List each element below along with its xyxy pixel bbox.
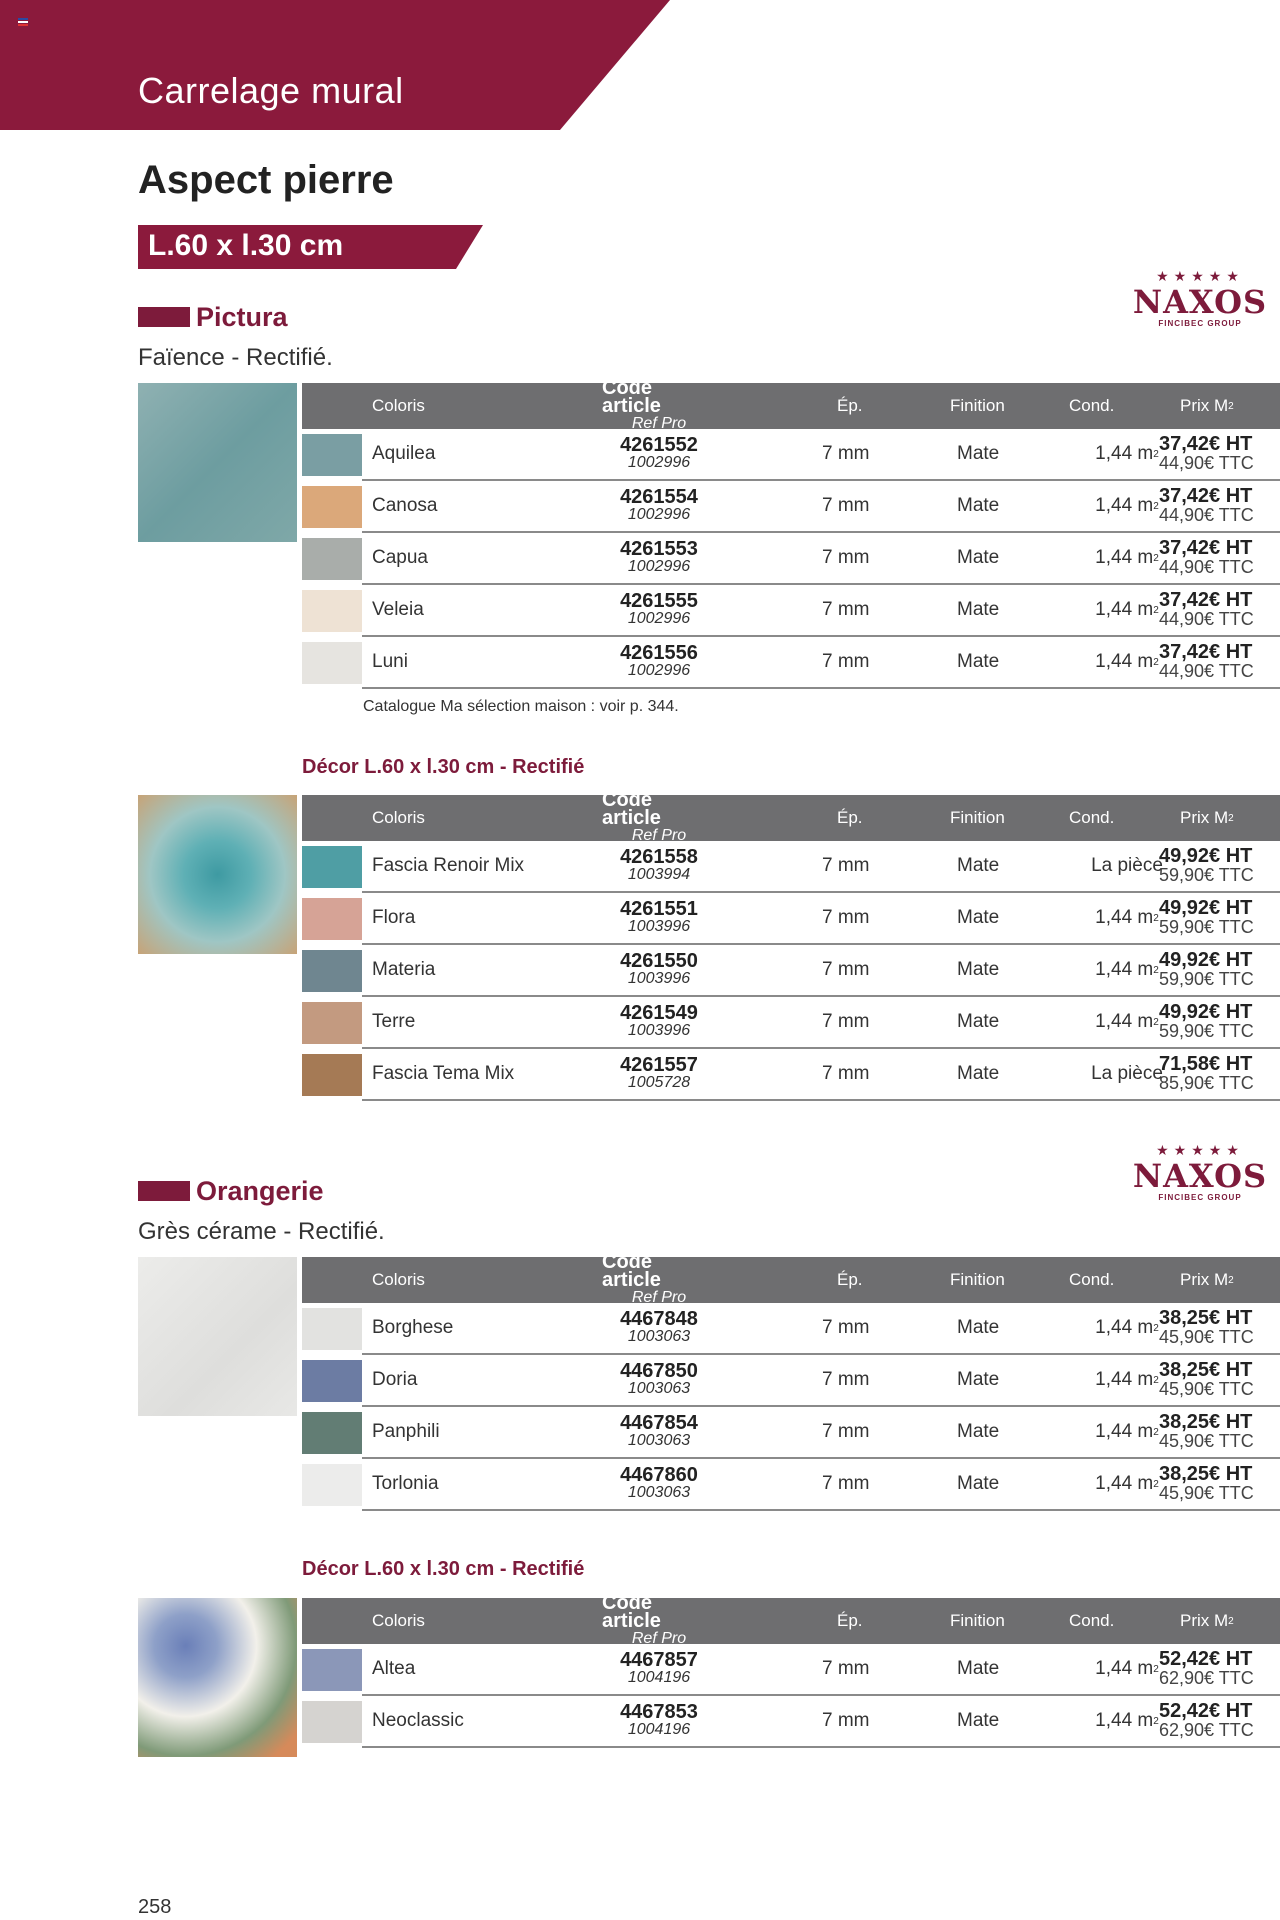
prix: 49,92€ HT 59,90€ TTC: [1159, 897, 1254, 937]
col-finition: Finition: [950, 1611, 1005, 1630]
decor-title-orangerie: Décor L.60 x l.30 cm - Rectifié: [302, 1558, 585, 1580]
epaisseur: 7 mm: [822, 443, 870, 464]
conditionnement: 1,44 m 2: [1095, 1011, 1159, 1032]
coloris-name: Materia: [372, 959, 436, 980]
prix: 52,42€ HT 62,90€ TTC: [1159, 1700, 1254, 1740]
table-row: [302, 1696, 1280, 1748]
epaisseur: 7 mm: [822, 1710, 870, 1731]
table-row: [302, 1049, 1280, 1101]
conditionnement: 1,44 m 2: [1095, 1317, 1159, 1338]
coloris-name: Canosa: [372, 495, 438, 516]
prix: 37,42€ HT 44,90€ TTC: [1159, 589, 1254, 629]
col-cond: Cond.: [1069, 808, 1115, 827]
coloris-name: Veleia: [372, 599, 424, 620]
col-finition: Finition: [950, 1270, 1005, 1289]
prix: 37,42€ HT 44,90€ TTC: [1159, 433, 1254, 473]
conditionnement: 1,44 m 2: [1095, 959, 1159, 980]
table-row: [302, 945, 1280, 997]
epaisseur: 7 mm: [822, 1369, 870, 1390]
table-row: [302, 637, 1280, 689]
col-coloris: Coloris: [372, 1611, 425, 1630]
col-coloris: Coloris: [372, 808, 425, 827]
naxos-logo: ★★★★★ NAXOS FINCIBEC GROUP: [1132, 268, 1268, 328]
conditionnement: 1,44 m 2: [1095, 443, 1159, 464]
table-row: [302, 1355, 1280, 1407]
conditionnement: 1,44 m 2: [1095, 1658, 1159, 1679]
col-code: Code article Ref Pro: [602, 1251, 687, 1306]
dimension-text: L.60 x l.30 cm: [148, 229, 344, 262]
color-swatch: [302, 1360, 362, 1402]
prix: 37,42€ HT 44,90€ TTC: [1159, 641, 1254, 681]
finition: Mate: [957, 907, 1000, 928]
conditionnement: 1,44 m 2: [1095, 495, 1159, 516]
color-swatch: [302, 590, 362, 632]
code-article: 4467857 1004196: [620, 1649, 698, 1686]
code-article: 4261558 1003994: [620, 846, 698, 883]
epaisseur: 7 mm: [822, 1473, 870, 1494]
code-article: 4261552 1002996: [620, 434, 698, 471]
finition: Mate: [957, 547, 1000, 568]
finition: Mate: [957, 1011, 1000, 1032]
code-article: 4467860 1003063: [620, 1464, 698, 1501]
catalogue-note: Catalogue Ma sélection maison : voir p. 344.: [363, 698, 679, 715]
epaisseur: 7 mm: [822, 599, 870, 620]
color-swatch: [302, 1649, 362, 1691]
prix: 52,42€ HT 62,90€ TTC: [1159, 1648, 1254, 1688]
col-cond: Cond.: [1069, 396, 1115, 415]
tile-image-pictura: [138, 383, 297, 542]
epaisseur: 7 mm: [822, 1421, 870, 1442]
finition: Mate: [957, 1473, 1000, 1494]
epaisseur: 7 mm: [822, 651, 870, 672]
coloris-name: Neoclassic: [372, 1710, 464, 1731]
flag-icon: [18, 18, 28, 25]
coloris-name: Fascia Renoir Mix: [372, 855, 525, 876]
col-code: Code article Ref Pro: [602, 789, 687, 844]
epaisseur: 7 mm: [822, 959, 870, 980]
coloris-name: Luni: [372, 651, 408, 672]
code-article: 4261549 1003996: [620, 1002, 698, 1039]
epaisseur: 7 mm: [822, 1011, 870, 1032]
color-swatch: [302, 1002, 362, 1044]
table-header: [302, 1592, 1280, 1647]
epaisseur: 7 mm: [822, 1317, 870, 1338]
table-row: [302, 1459, 1280, 1511]
code-article: 4467848 1003063: [620, 1308, 698, 1345]
table-row: [302, 585, 1280, 637]
epaisseur: 7 mm: [822, 495, 870, 516]
table-orangerie-decor: [302, 1592, 1280, 1748]
conditionnement: 1,44 m 2: [1095, 1710, 1159, 1731]
color-swatch: [302, 1412, 362, 1454]
finition: Mate: [957, 651, 1000, 672]
col-ep: Ép.: [837, 396, 863, 415]
coloris-name: Flora: [372, 907, 416, 928]
code-article: 4467854 1003063: [620, 1412, 698, 1449]
finition: Mate: [957, 495, 1000, 516]
finition: Mate: [957, 1421, 1000, 1442]
code-article: 4261554 1002996: [620, 486, 698, 523]
prix: 37,42€ HT 44,90€ TTC: [1159, 485, 1254, 525]
prix: 49,92€ HT 59,90€ TTC: [1159, 845, 1254, 885]
prix: 38,25€ HT 45,90€ TTC: [1159, 1463, 1254, 1503]
col-code: Code article Ref Pro: [602, 377, 687, 432]
table-row: [302, 429, 1280, 481]
finition: Mate: [957, 1063, 1000, 1084]
col-cond: Cond.: [1069, 1611, 1115, 1630]
col-coloris: Coloris: [372, 1270, 425, 1289]
prix: 38,25€ HT 45,90€ TTC: [1159, 1359, 1254, 1399]
col-finition: Finition: [950, 808, 1005, 827]
coloris-name: Fascia Tema Mix: [372, 1063, 515, 1084]
conditionnement: 1,44 m 2: [1095, 599, 1159, 620]
epaisseur: 7 mm: [822, 547, 870, 568]
code-article: 4467853 1004196: [620, 1701, 698, 1738]
finition: Mate: [957, 959, 1000, 980]
coloris-name: Capua: [372, 547, 428, 568]
col-prix: Prix M 2: [1180, 396, 1234, 415]
color-swatch: [302, 538, 362, 580]
color-swatch: [302, 898, 362, 940]
conditionnement: 1,44 m 2: [1095, 907, 1159, 928]
conditionnement: 1,44 m 2: [1095, 1421, 1159, 1442]
conditionnement: 1,44 m 2: [1095, 1369, 1159, 1390]
finition: Mate: [957, 1710, 1000, 1731]
col-code: Code article Ref Pro: [602, 1592, 687, 1647]
color-swatch: [302, 434, 362, 476]
color-swatch: [302, 846, 362, 888]
coloris-name: Panphili: [372, 1421, 440, 1442]
section-subtitle-orangerie: Grès cérame - Rectifié.: [138, 1218, 385, 1245]
page-title: Aspect pierre: [138, 158, 394, 202]
col-ep: Ép.: [837, 1270, 863, 1289]
page-number: 258: [138, 1896, 172, 1918]
finition: Mate: [957, 855, 1000, 876]
conditionnement: La pièce: [1091, 1063, 1163, 1084]
banner-title: Carrelage mural: [138, 70, 404, 111]
prix: 38,25€ HT 45,90€ TTC: [1159, 1411, 1254, 1451]
epaisseur: 7 mm: [822, 855, 870, 876]
color-swatch: [302, 1464, 362, 1506]
coloris-name: Borghese: [372, 1317, 454, 1338]
code-article: 4261553 1002996: [620, 538, 698, 575]
col-prix: Prix M 2: [1180, 1611, 1234, 1630]
table-row: [302, 481, 1280, 533]
finition: Mate: [957, 1369, 1000, 1390]
tile-image-pictura-decor: [138, 795, 297, 954]
section-subtitle-pictura: Faïence - Rectifié.: [138, 344, 333, 371]
color-swatch: [302, 1701, 362, 1743]
table-row: [302, 533, 1280, 585]
col-prix: Prix M 2: [1180, 808, 1234, 827]
table-pictura-decor: [302, 789, 1280, 1101]
section-title-pictura: Pictura: [138, 302, 288, 333]
coloris-name: Torlonia: [372, 1473, 439, 1494]
epaisseur: 7 mm: [822, 1658, 870, 1679]
col-prix: Prix M 2: [1180, 1270, 1234, 1289]
table-header: [302, 377, 1280, 432]
table-row: [302, 841, 1280, 893]
col-ep: Ép.: [837, 1611, 863, 1630]
section-title-orangerie: Orangerie: [138, 1176, 324, 1207]
finition: Mate: [957, 443, 1000, 464]
table-pictura: [302, 377, 1280, 689]
tile-image-orangerie: [138, 1257, 297, 1416]
prix: 71,58€ HT 85,90€ TTC: [1159, 1053, 1254, 1093]
table-row: [302, 997, 1280, 1049]
finition: Mate: [957, 1317, 1000, 1338]
prix: 38,25€ HT 45,90€ TTC: [1159, 1307, 1254, 1347]
finition: Mate: [957, 599, 1000, 620]
color-swatch: [302, 486, 362, 528]
prix: 49,92€ HT 59,90€ TTC: [1159, 1001, 1254, 1041]
color-swatch: [302, 642, 362, 684]
code-article: 4261556 1002996: [620, 642, 698, 679]
epaisseur: 7 mm: [822, 1063, 870, 1084]
table-row: [302, 1644, 1280, 1696]
table-header: [302, 789, 1280, 844]
table-orangerie: [302, 1251, 1280, 1511]
code-article: 4261555 1002996: [620, 590, 698, 627]
color-swatch: [302, 1054, 362, 1096]
conditionnement: 1,44 m 2: [1095, 547, 1159, 568]
coloris-name: Aquilea: [372, 443, 436, 464]
tile-image-orangerie-decor: [138, 1598, 297, 1757]
table-header: [302, 1251, 1280, 1306]
table-row: [302, 1407, 1280, 1459]
table-row: [302, 1303, 1280, 1355]
finition: Mate: [957, 1658, 1000, 1679]
col-ep: Ép.: [837, 808, 863, 827]
conditionnement: La pièce: [1091, 855, 1163, 876]
coloris-name: Doria: [372, 1369, 418, 1390]
conditionnement: 1,44 m 2: [1095, 651, 1159, 672]
naxos-logo: ★★★★★ NAXOS FINCIBEC GROUP: [1132, 1142, 1268, 1202]
prix: 49,92€ HT 59,90€ TTC: [1159, 949, 1254, 989]
coloris-name: Terre: [372, 1011, 416, 1032]
code-article: 4261557 1005728: [620, 1054, 698, 1091]
code-article: 4467850 1003063: [620, 1360, 698, 1397]
col-finition: Finition: [950, 396, 1005, 415]
code-article: 4261550 1003996: [620, 950, 698, 987]
conditionnement: 1,44 m 2: [1095, 1473, 1159, 1494]
col-cond: Cond.: [1069, 1270, 1115, 1289]
epaisseur: 7 mm: [822, 907, 870, 928]
col-coloris: Coloris: [372, 396, 425, 415]
table-row: [302, 893, 1280, 945]
color-swatch: [302, 1308, 362, 1350]
coloris-name: Altea: [372, 1658, 416, 1679]
decor-title-pictura: Décor L.60 x l.30 cm - Rectifié: [302, 756, 585, 778]
code-article: 4261551 1003996: [620, 898, 698, 935]
prix: 37,42€ HT 44,90€ TTC: [1159, 537, 1254, 577]
color-swatch: [302, 950, 362, 992]
